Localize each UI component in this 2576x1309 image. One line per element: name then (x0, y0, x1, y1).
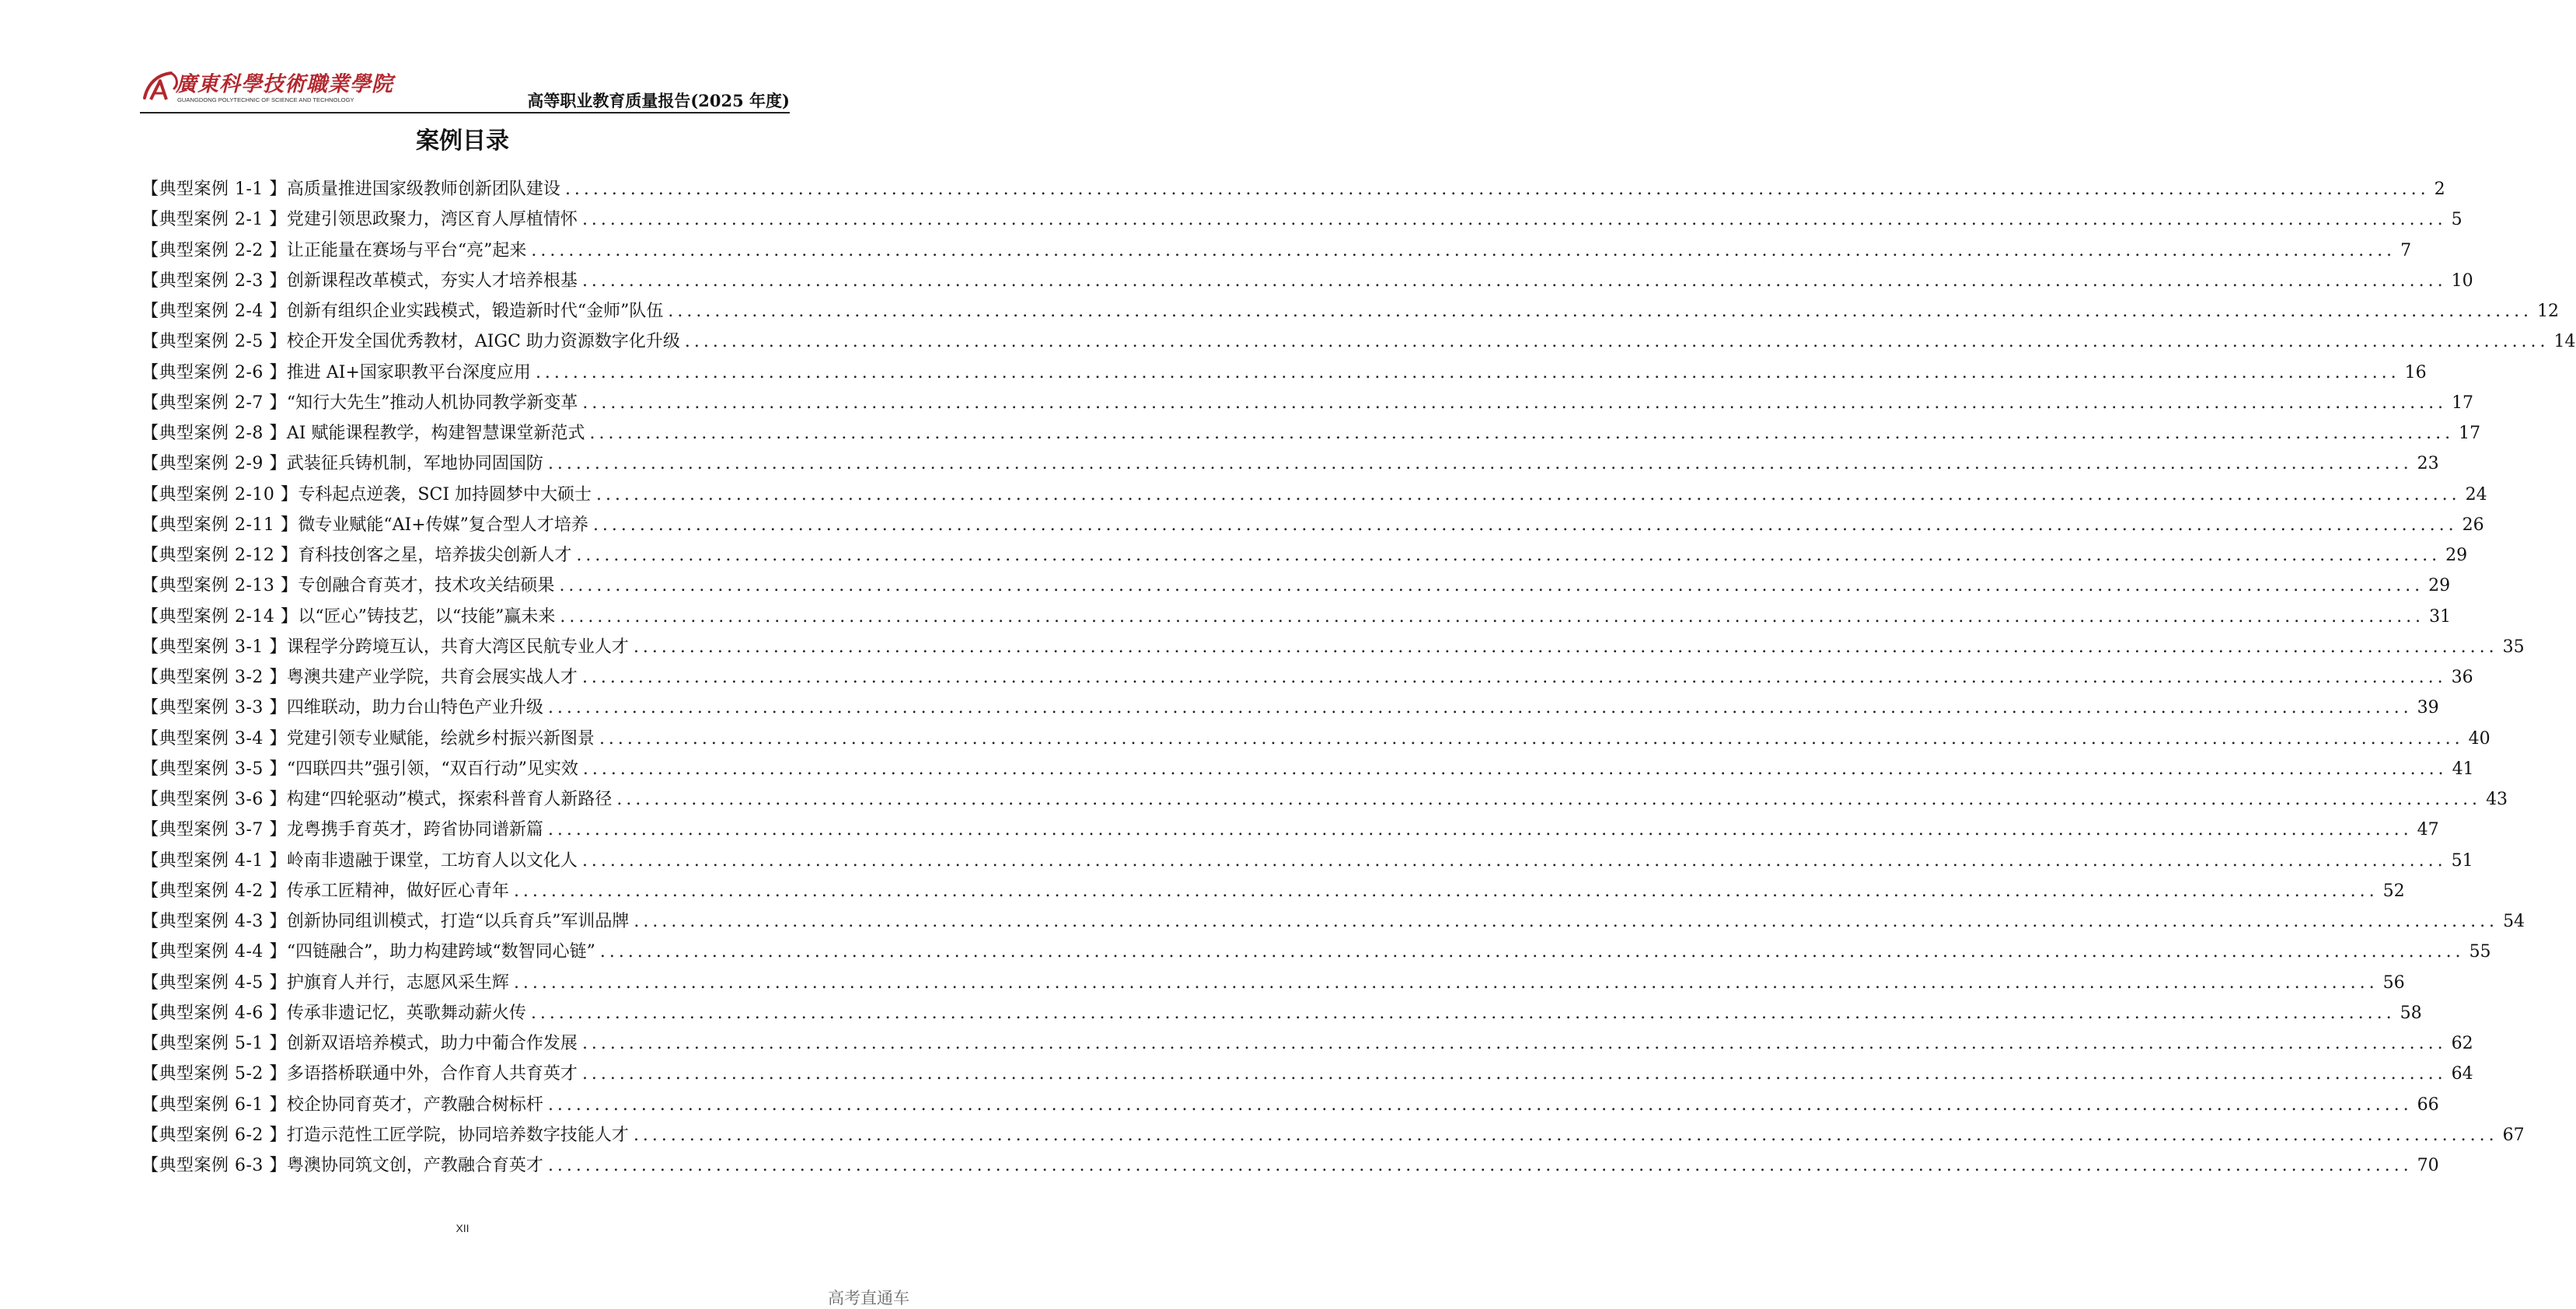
toc-entry[interactable] (141, 176, 2445, 206)
toc-entry-title: 传承非遗记忆，英歌舞动薪火传 (286, 1003, 526, 1023)
toc-entry[interactable] (141, 603, 2452, 634)
toc-entry-label: 【典型案例 5-1 】 (141, 1034, 287, 1053)
toc-entry-label: 【典型案例 3-2 】 (141, 668, 287, 687)
toc-entry[interactable] (141, 267, 2473, 298)
toc-entry-page: 29 (2445, 546, 2468, 565)
page-header (140, 61, 790, 112)
toc-leader-dots: ........................................................................................................................................................................................................ (633, 637, 2498, 657)
toc-entry[interactable] (141, 1091, 2439, 1122)
toc-entry-label: 【典型案例 2-6 】 (141, 362, 287, 382)
toc-entry[interactable] (141, 664, 2473, 694)
toc-entry-label: 【典型案例 4-5 】 (141, 972, 287, 993)
toc-entry[interactable] (141, 1030, 2473, 1060)
toc-leader-dots: ........................................................................................................................................................................................................ (531, 240, 2396, 260)
toc-entry-page: 29 (2428, 576, 2451, 596)
toc-entry-title: 打造示范性工匠学院，协同培养数字技能人才 (286, 1125, 629, 1145)
toc-entry-title: 育科技创客之星，培养拔尖创新人才 (298, 546, 572, 565)
toc-entry[interactable] (141, 572, 2451, 602)
toc-entry-title: 高质量推进国家级教师创新团队建设 (286, 180, 560, 199)
toc-entry-title: 龙粤携手育英才，跨省协同谱新篇 (286, 820, 543, 840)
toc-leader-dots: ........................................................................................................................................................................................................ (576, 546, 2442, 565)
toc-entry-title: 创新有组织企业实践模式，锻造新时代“金师”队伍 (286, 302, 664, 321)
toc-entry[interactable] (141, 725, 2490, 756)
header-divider (140, 112, 790, 113)
toc-entry[interactable] (141, 878, 2405, 908)
toc-entry-title: 护旗育人并行，志愿风采生辉 (286, 972, 509, 993)
toc-entry-label: 【典型案例 4-2 】 (141, 881, 287, 901)
toc-entry-title: “知行大先生”推动人机协同教学新变革 (286, 393, 578, 413)
toc-entry-page: 58 (2400, 1003, 2422, 1023)
toc-leader-dots: ........................................................................................................................................................................................................ (547, 698, 2413, 718)
toc-entry[interactable] (141, 938, 2491, 969)
toc-entry-title: 四维联动，助力台山特色产业升级 (286, 698, 543, 718)
toc-entry-label: 【典型案例 2-2 】 (141, 240, 287, 260)
toc-entry-title: 创新课程改革模式，夯实人才培养根基 (286, 271, 578, 291)
toc-entry-title: 粤澳协同筑文创，产教融合育英才 (286, 1156, 543, 1175)
toc-entry-page: 41 (2452, 759, 2474, 779)
toc-title: 案例目录 (416, 127, 509, 155)
toc-entry-title: 推进 AI+国家职教平台深度应用 (286, 362, 531, 382)
toc-entry[interactable] (141, 969, 2405, 1000)
toc-entry-title: 粤澳共建产业学院，共育会展实战人才 (286, 668, 578, 687)
toc-entry-label: 【典型案例 2-3 】 (141, 271, 287, 291)
toc-entry-label: 【典型案例 6-1 】 (141, 1094, 287, 1115)
toc-entry[interactable] (141, 847, 2473, 878)
toc-entry-label: 【典型案例 3-3 】 (141, 698, 287, 718)
toc-entry-label: 【典型案例 3-4 】 (141, 728, 287, 749)
toc-leader-dots: ........................................................................................................................................................................................................ (633, 1125, 2498, 1145)
toc-entry-title: 构建“四轮驱动”模式，探索科普育人新路径 (286, 790, 613, 809)
toc-entry[interactable] (141, 450, 2439, 480)
toc-entry-title: 专创融合育英才，技术攻关结硕果 (298, 576, 555, 596)
toc-leader-dots: ........................................................................................................................................................................................................ (581, 668, 2447, 687)
toc-entry-page: 62 (2451, 1034, 2473, 1053)
toc-entry-page: 10 (2451, 271, 2473, 291)
toc-entry-title: 微专业赋能“AI+传媒”复合型人才培养 (298, 515, 588, 535)
toc-entry-page: 47 (2417, 820, 2439, 840)
toc-entry[interactable] (141, 634, 2525, 664)
toc-entry-label: 【典型案例 2-5 】 (141, 332, 287, 352)
toc-entry[interactable] (141, 511, 2484, 542)
toc-entry-title: 以“匠心”铸技艺，以“技能”赢未来 (298, 606, 556, 627)
toc-entry-label: 【典型案例 2-8 】 (141, 424, 287, 443)
toc-entry-title: 让正能量在赛场与平台“亮”起来 (286, 240, 527, 260)
toc-entry-title: 校企协同育英才，产教融合树标杆 (286, 1094, 543, 1115)
school-logo (140, 65, 497, 112)
toc-entry[interactable] (141, 816, 2439, 846)
toc-entry-page: 31 (2429, 606, 2452, 627)
toc-leader-dots: ........................................................................................................................................................................................................ (582, 759, 2448, 779)
toc-entry[interactable] (141, 420, 2481, 450)
toc-entry[interactable] (141, 389, 2474, 420)
toc-entry-page: 43 (2486, 790, 2508, 809)
toc-entry[interactable] (141, 908, 2525, 938)
toc-entry[interactable] (141, 359, 2427, 389)
toc-entry-title: 创新双语培养模式，助力中葡合作发展 (286, 1034, 578, 1053)
toc-entry-page: 12 (2537, 302, 2560, 321)
watermark: 高考直通车 (828, 1289, 909, 1307)
toc-entry-page: 70 (2417, 1156, 2439, 1175)
toc-leader-dots: ........................................................................................................................................................................................................ (581, 850, 2447, 871)
toc-leader-dots: ........................................................................................................................................................................................................ (547, 454, 2413, 474)
toc-entry-label: 【典型案例 2-14 】 (141, 606, 298, 627)
toc-leader-dots: ........................................................................................................................................................................................................ (634, 912, 2499, 931)
toc-entry-page: 67 (2502, 1125, 2525, 1145)
toc-leader-dots: ........................................................................................................................................................................................................ (581, 210, 2447, 230)
toc-entry-title: 党建引领专业赋能，绘就乡村振兴新图景 (286, 728, 595, 749)
toc-entry-title: 多语搭桥联通中外，合作育人共育英才 (286, 1064, 578, 1084)
toc-entry-page: 17 (2452, 393, 2474, 413)
toc-entry-title: “四链融合”，助力构建跨域“数智同心链” (286, 942, 595, 962)
toc-list (141, 176, 2576, 1182)
toc-entry-label: 【典型案例 5-2 】 (141, 1064, 287, 1084)
toc-entry-label: 【典型案例 3-5 】 (141, 759, 287, 779)
toc-entry-label: 【典型案例 2-4 】 (141, 302, 287, 321)
toc-entry[interactable] (141, 1152, 2439, 1182)
toc-entry-label: 【典型案例 6-2 】 (141, 1125, 287, 1145)
toc-leader-dots: ........................................................................................................................................................................................................ (513, 881, 2379, 901)
toc-leader-dots: ........................................................................................................................................................................................................ (547, 1094, 2413, 1115)
toc-entry[interactable] (141, 786, 2508, 816)
toc-leader-dots: ........................................................................................................................................................................................................ (530, 1003, 2396, 1023)
toc-entry-title: 专科起点逆袭，SCI 加持圆梦中大硕士 (298, 484, 592, 504)
toc-leader-dots: ........................................................................................................................................................................................................ (547, 1156, 2413, 1175)
toc-entry-page: 54 (2503, 912, 2525, 931)
toc-entry-page: 7 (2400, 240, 2412, 260)
toc-leader-dots: ........................................................................................................................................................................................................ (581, 1034, 2447, 1053)
toc-leader-dots: ........................................................................................................................................................................................................ (560, 606, 2425, 627)
toc-entry-label: 【典型案例 2-7 】 (141, 393, 287, 413)
toc-entry-label: 【典型案例 2-9 】 (141, 454, 287, 474)
toc-leader-dots: ........................................................................................................................................................................................................ (599, 942, 2465, 962)
toc-entry-title: “四联四共”强引领，“双百行动”见实效 (286, 759, 578, 779)
toc-entry-page: 52 (2382, 881, 2405, 901)
toc-entry-page: 35 (2502, 637, 2525, 657)
toc-entry-title: 校企开发全国优秀教材，AIGC 助力资源数字化升级 (286, 332, 680, 352)
toc-entry-title: AI 赋能课程教学，构建智慧课堂新范式 (286, 424, 585, 443)
report-title: 高等职业教育质量报告(2025 年度) (527, 91, 790, 110)
page-number: XII (456, 1222, 469, 1234)
logo-english-name: GUANGDONG POLYTECHNIC OF SCIENCE AND TECHNOLOGY (177, 96, 354, 103)
toc-entry-page: 66 (2417, 1094, 2439, 1115)
toc-entry-label: 【典型案例 4-1 】 (141, 850, 287, 871)
toc-leader-dots: ........................................................................................................................................................................................................ (582, 393, 2448, 413)
toc-entry-page: 5 (2451, 210, 2463, 230)
toc-entry-label: 【典型案例 3-1 】 (141, 637, 287, 657)
toc-leader-dots: ........................................................................................................................................................................................................ (592, 515, 2458, 535)
toc-entry-page: 2 (2434, 180, 2445, 199)
toc-entry-page: 17 (2459, 424, 2481, 443)
toc-entry-title: 课程学分跨境互认，共育大湾区民航专业人才 (286, 637, 629, 657)
toc-entry[interactable] (141, 481, 2487, 511)
toc-entry-title: 岭南非遗融于课堂，工坊育人以文化人 (286, 850, 578, 871)
toc-entry[interactable] (141, 694, 2439, 724)
toc-entry-page: 39 (2417, 698, 2439, 718)
toc-entry-label: 【典型案例 2-11 】 (141, 515, 298, 535)
toc-entry-label: 【典型案例 3-6 】 (141, 790, 287, 809)
toc-entry-title: 传承工匠精神，做好匠心青年 (286, 881, 509, 901)
toc-entry-page: 14 (2553, 332, 2576, 352)
toc-entry-title: 武装征兵铸机制，军地协同固国防 (286, 454, 543, 474)
toc-leader-dots: ........................................................................................................................................................................................................ (559, 576, 2424, 596)
toc-entry-label: 【典型案例 3-7 】 (141, 820, 287, 840)
toc-entry-label: 【典型案例 2-10 】 (141, 484, 298, 504)
toc-entry[interactable] (141, 756, 2474, 786)
toc-leader-dots: ........................................................................................................................................................................................................ (535, 362, 2400, 382)
toc-leader-dots: ........................................................................................................................................................................................................ (581, 271, 2447, 291)
toc-entry[interactable] (141, 1122, 2525, 1152)
toc-leader-dots: ........................................................................................................................................................................................................ (616, 790, 2482, 809)
toc-entry-label: 【典型案例 1-1 】 (141, 180, 287, 199)
toc-entry-label: 【典型案例 4-3 】 (141, 912, 287, 931)
toc-leader-dots: ........................................................................................................................................................................................................ (599, 728, 2464, 749)
toc-entry[interactable] (141, 328, 2576, 358)
toc-entry-page: 51 (2451, 850, 2473, 871)
toc-entry-page: 16 (2404, 362, 2427, 382)
toc-entry[interactable] (141, 298, 2560, 328)
toc-entry-title: 党建引领思政聚力，湾区育人厚植情怀 (286, 210, 578, 230)
toc-entry[interactable] (141, 1000, 2422, 1030)
toc-entry[interactable] (141, 206, 2463, 236)
toc-leader-dots: ........................................................................................................................................................................................................ (596, 484, 2461, 504)
toc-leader-dots: ........................................................................................................................................................................................................ (581, 1064, 2447, 1084)
toc-entry[interactable] (141, 237, 2412, 267)
toc-entry-label: 【典型案例 4-6 】 (141, 1003, 287, 1023)
toc-entry-page: 64 (2451, 1064, 2473, 1084)
toc-entry[interactable] (141, 542, 2468, 572)
toc-leader-dots: ........................................................................................................................................................................................................ (547, 820, 2413, 840)
toc-leader-dots: ........................................................................................................................................................................................................ (668, 302, 2533, 321)
toc-entry-page: 26 (2462, 515, 2484, 535)
toc-entry-page: 56 (2382, 972, 2405, 993)
toc-entry[interactable] (141, 1060, 2473, 1091)
toc-entry-label: 【典型案例 2-12 】 (141, 546, 298, 565)
toc-leader-dots: ........................................................................................................................................................................................................ (513, 972, 2379, 993)
toc-entry-title: 创新协同组训模式，打造“以兵育兵”军训品牌 (286, 912, 630, 931)
toc-entry-page: 55 (2469, 942, 2491, 962)
toc-entry-page: 23 (2417, 454, 2439, 474)
toc-entry-page: 24 (2465, 484, 2487, 504)
toc-entry-label: 【典型案例 2-13 】 (141, 576, 298, 596)
toc-entry-page: 40 (2468, 728, 2490, 749)
toc-leader-dots: ........................................................................................................................................................................................................ (684, 332, 2550, 352)
toc-leader-dots: ........................................................................................................................................................................................................ (589, 424, 2455, 443)
toc-entry-page: 36 (2451, 668, 2473, 687)
toc-leader-dots: ........................................................................................................................................................................................................ (564, 180, 2430, 199)
toc-entry-label: 【典型案例 2-1 】 (141, 210, 287, 230)
toc-entry-label: 【典型案例 4-4 】 (141, 942, 287, 962)
toc-entry-label: 【典型案例 6-3 】 (141, 1156, 287, 1175)
logo-chinese-name: 廣東科學技術職業學院 (176, 72, 393, 96)
